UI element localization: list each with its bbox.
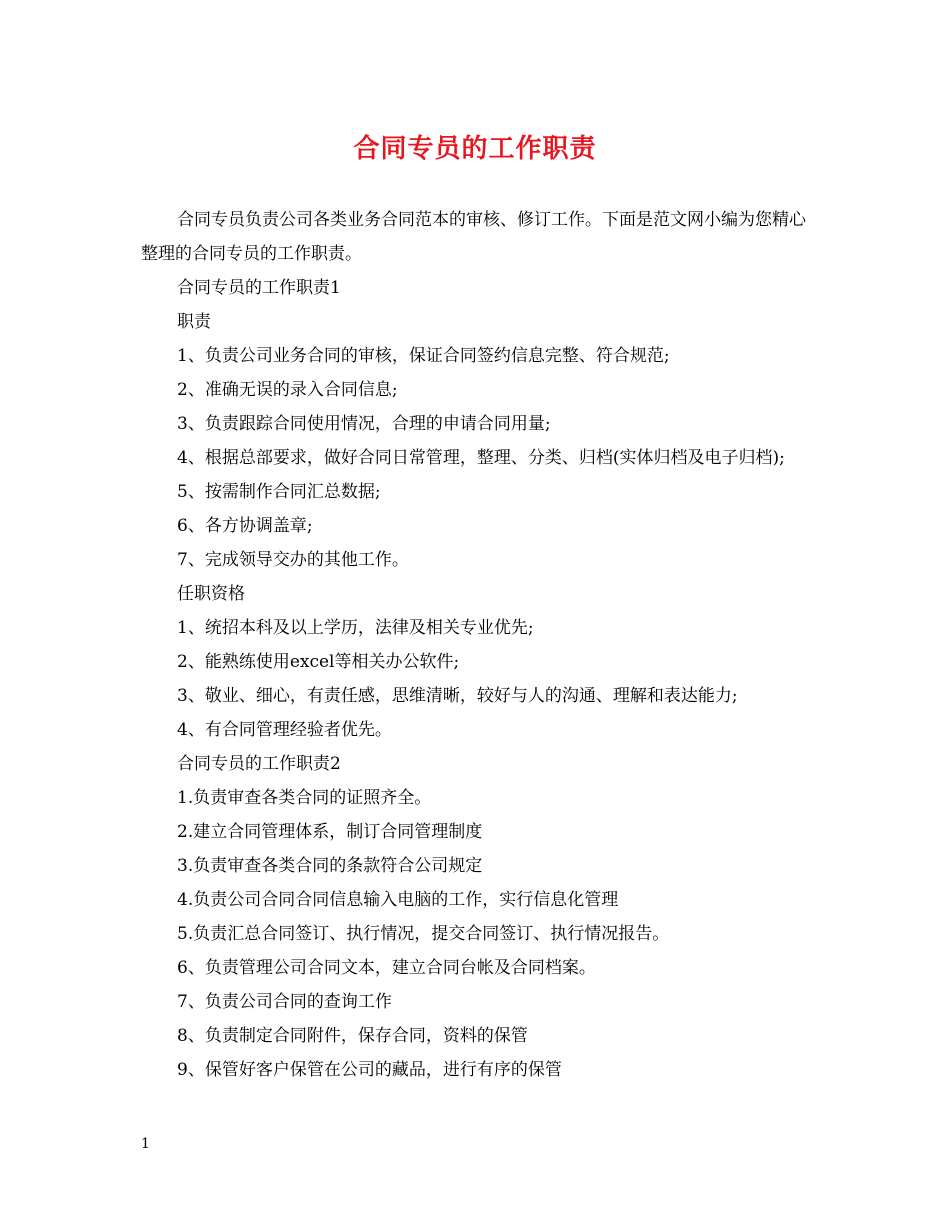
paragraph: 3、敬业、细心，有责任感，思维清晰，较好与人的沟通、理解和表达能力; xyxy=(177,686,738,706)
paragraph: 5.负责汇总合同签订、执行情况，提交合同签订、执行情况报告。 xyxy=(177,924,670,944)
paragraph: 4、根据总部要求，做好合同日常管理，整理、分类、归档(实体归档及电子归档); xyxy=(177,448,785,468)
paragraph: 1.负责审查各类合同的证照齐全。 xyxy=(177,788,432,808)
paragraph: 4.负责公司合同合同信息输入电脑的工作，实行信息化管理 xyxy=(177,890,619,910)
paragraph: 9、保管好客户保管在公司的藏品，进行有序的保管 xyxy=(177,1060,562,1080)
paragraph: 4、有合同管理经验者优先。 xyxy=(177,720,392,740)
paragraph: 合同专员的工作职责2 xyxy=(177,754,341,774)
paragraph: 1、负责公司业务合同的审核，保证合同签约信息完整、符合规范; xyxy=(177,346,670,366)
document-title: 合同专员的工作职责 xyxy=(353,134,597,164)
document-body xyxy=(141,203,821,1087)
paragraph: 6、负责管理公司合同文本，建立合同台帐及合同档案。 xyxy=(177,958,596,978)
paragraph: 2、能熟练使用excel等相关办公软件; xyxy=(177,652,460,672)
paragraph: 7、负责公司合同的查询工作 xyxy=(177,992,392,1012)
paragraph: 2.建立合同管理体系，制订合同管理制度 xyxy=(177,822,483,842)
page-number: 1 xyxy=(141,1136,150,1152)
paragraph: 职责 xyxy=(177,312,211,332)
paragraph: 8、负责制定合同附件，保存合同，资料的保管 xyxy=(177,1026,528,1046)
paragraph: 3.负责审查各类合同的条款符合公司规定 xyxy=(177,856,483,876)
paragraph: 任职资格 xyxy=(177,584,245,604)
paragraph: 合同专员负责公司各类业务合同范本的审核、修订工作。下面是范文网小编为您精心整理的合同专员的工作职责。 xyxy=(141,210,806,264)
paragraph: 7、完成领导交办的其他工作。 xyxy=(177,550,409,570)
paragraph: 3、负责跟踪合同使用情况，合理的申请合同用量; xyxy=(177,414,551,434)
paragraph: 6、各方协调盖章; xyxy=(177,516,313,536)
paragraph: 2、准确无误的录入合同信息; xyxy=(177,380,398,400)
paragraph: 1、统招本科及以上学历，法律及相关专业优先; xyxy=(177,618,534,638)
paragraph: 5、按需制作合同汇总数据; xyxy=(177,482,381,502)
paragraph: 合同专员的工作职责1 xyxy=(177,278,341,298)
